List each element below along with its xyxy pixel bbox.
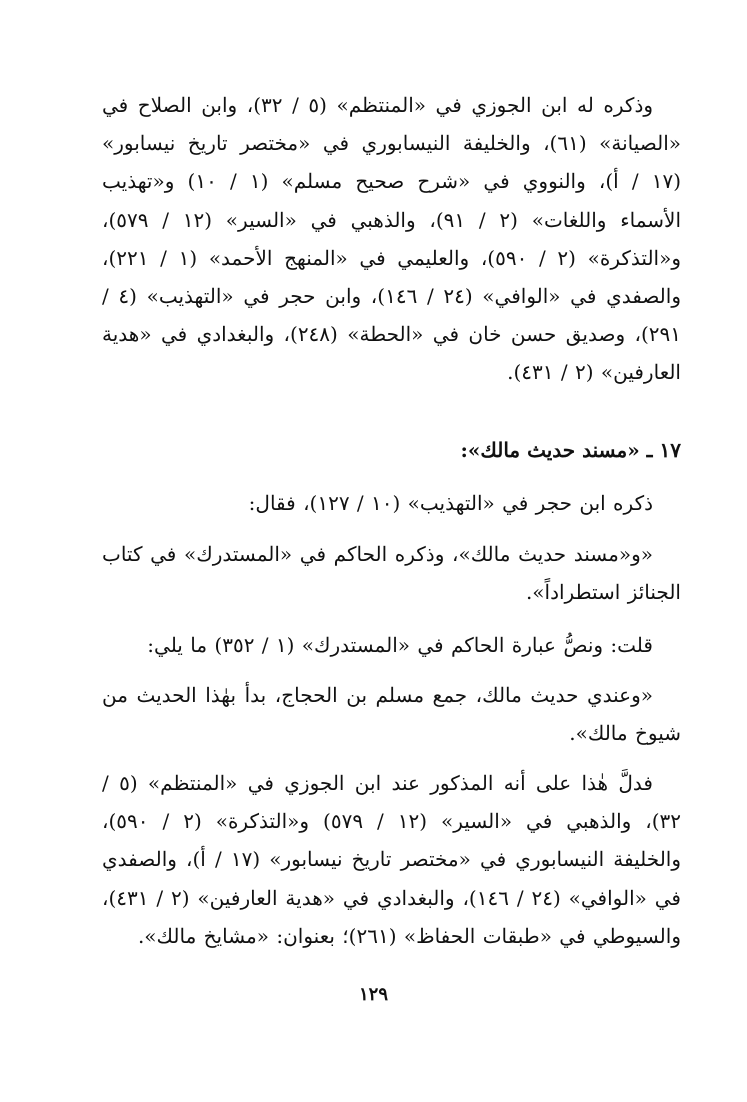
paragraph-hakim-quote: «وعندي حديث مالك، جمع مسلم بن الحجاج، بدأ بهٰذا الحديث من شيوخ مالك». xyxy=(102,683,681,746)
paragraph-quote-hakim-mention: «و«مسند حديث مالك»، وذكره الحاكم في «المستدرك» في كتاب الجنائز استطراداً». xyxy=(102,542,681,605)
paragraph-ibn-hajar: ذكره ابن حجر في «التهذيب» (١٠ / ١٢٧)، فقال: xyxy=(248,491,653,515)
section-heading: ١٧ ـ «مسند حديث مالك»: xyxy=(460,438,681,462)
page-number: ١٢٩ xyxy=(358,984,388,1005)
paragraph-references: وذكره له ابن الجوزي في «المنتظم» (٥ / ٣٢)، وابن الصلاح في «الصيانة» (٦١)، والخليفة النيسابوري في «مختصر تاريخ نيسابور» (١٧ / أ)، والنووي في «شرح صحيح مسلم» (١ / ١٠) و«تهذيب الأسماء واللغات» (٢ / ٩١)، والذهبي في «السير» (١٢ / ٥٧٩)، و«التذكرة» (٢ / ٥٩٠)، والعليمي في «المنهج الأحمد» (١ / ٢٢١)، والصفدي في «الوافي» (٢٤ / ١٤٦)، وابن حجر في «التهذيب» (٤ / ٢٩١)، وصديق حسن خان في «الحطة» (٢٤٨)، والبغدادي في «هدية العارفين» (٢ / ٤٣١). xyxy=(102,93,682,385)
paragraph-author-note: قلت: ونصُّ عبارة الحاكم في «المستدرك» (١ / ٣٥٢) ما يلي: xyxy=(147,633,653,657)
paragraph-conclusion: فدلَّ هٰذا على أنه المذكور عند ابن الجوزي في «المنتظم» (٥ / ٣٢)، والذهبي في «السير» (١٢ / ٥٧٩) و«التذكرة» (٢ / ٥٩٠)، والخليفة النيسابوري في «مختصر تاريخ نيسابور» (١٧ / أ)، والصفدي في «الوافي» (٢٤ / ١٤٦)، والبغدادي في «هدية العارفين» (٢ / ٤٣١)، والسيوطي في «طبقات الحفاظ» (٢٦١)؛ بعنوان: «مشايخ مالك». xyxy=(102,771,682,948)
